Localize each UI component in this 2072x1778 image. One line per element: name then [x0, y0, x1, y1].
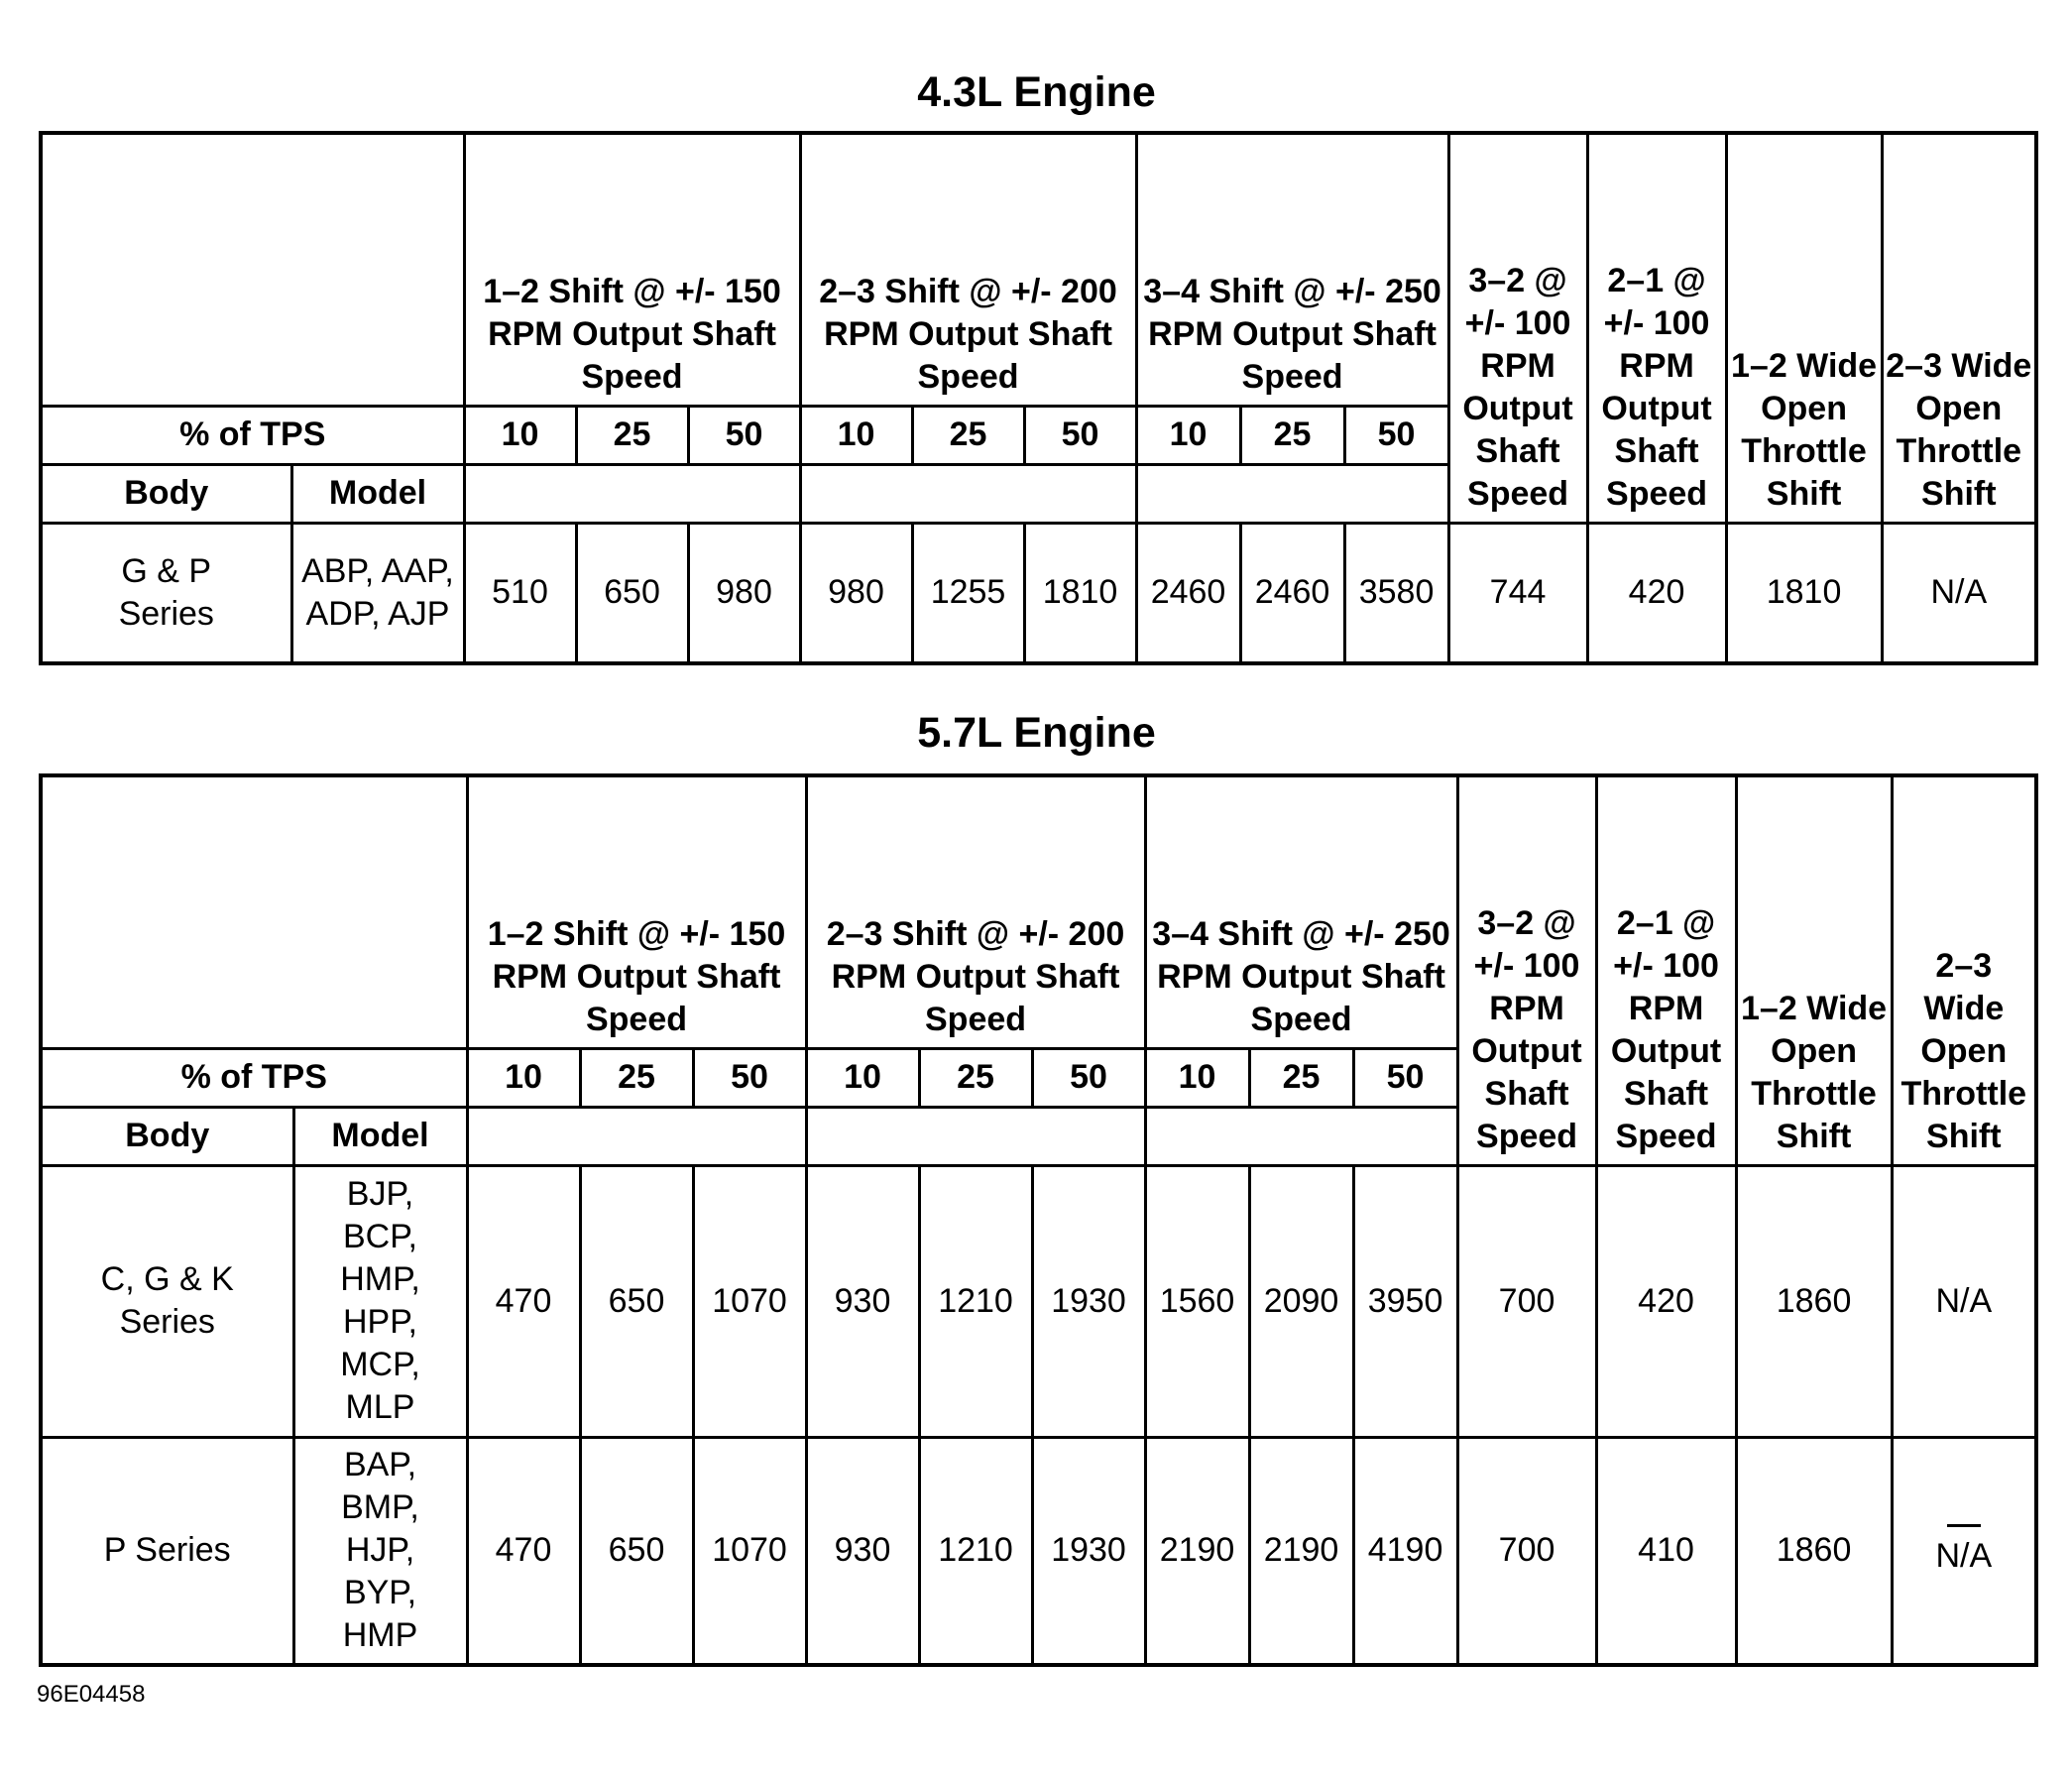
value-cell: 2190: [1145, 1437, 1249, 1665]
table-title-5-7l: 5.7L Engine: [917, 709, 1156, 757]
tps-value: 50: [1024, 406, 1136, 464]
shift-speed-table-5-7l: [39, 773, 2038, 1667]
value-cell: 1560: [1145, 1165, 1249, 1437]
tps-label: % of TPS: [41, 1048, 467, 1107]
table-row: [41, 1165, 2036, 1437]
tps-value: 10: [800, 406, 912, 464]
value-cell: 650: [580, 1437, 693, 1665]
header-corner: [41, 133, 464, 406]
value-cell: 1810: [1024, 523, 1136, 663]
header-2-3-shift: 2–3 Shift @ +/- 200 RPM Output Shaft Speed: [800, 133, 1136, 406]
tps-value: 25: [580, 1048, 693, 1107]
value-cell: 4190: [1353, 1437, 1457, 1665]
tps-value: 25: [576, 406, 688, 464]
table-row: [41, 1437, 2036, 1665]
value-cell: 510: [464, 523, 576, 663]
value-text: N/A: [1935, 1536, 1993, 1575]
value-cell: 930: [806, 1165, 919, 1437]
header-3-4-shift: 3–4 Shift @ +/- 250 RPM Output Shaft Speed: [1145, 775, 1457, 1048]
value-cell: 1070: [693, 1165, 806, 1437]
value-cell: 930: [806, 1437, 919, 1665]
figure-code: 96E04458: [37, 1681, 146, 1708]
model-text: BAP, BMP, HJP, BYP, HMP: [341, 1446, 419, 1655]
tps-value: 25: [912, 406, 1024, 464]
body-label: Body: [41, 464, 291, 523]
shift-speed-table-4-3l: [39, 131, 2038, 665]
tps-value: 25: [1240, 406, 1344, 464]
blank-cell: [806, 1107, 1145, 1165]
header-3-2-downshift: 3–2 @ +/- 100 RPM Output Shaft Speed: [1457, 775, 1596, 1165]
header-3-2-downshift: 3–2 @ +/- 100 RPM Output Shaft Speed: [1448, 133, 1587, 523]
value-cell: 1210: [919, 1165, 1032, 1437]
body-cell: [41, 523, 291, 663]
model-text: BJP, BCP, HMP, HPP, MCP, MLP: [340, 1175, 420, 1426]
header-2-1-downshift: 2–1 @ +/- 100 RPM Output Shaft Speed: [1596, 775, 1736, 1165]
tps-value: 10: [806, 1048, 919, 1107]
value-cell: 1070: [693, 1437, 806, 1665]
value-cell: 2190: [1249, 1437, 1353, 1665]
value-cell: 420: [1587, 523, 1726, 663]
model-cell: [293, 1165, 467, 1437]
body-cell: [41, 1437, 293, 1665]
blank-cell: [1136, 464, 1448, 523]
header-2-3-wot: 2–3 Wide Open Throttle Shift: [1892, 775, 2036, 1165]
header-2-1-downshift: 2–1 @ +/- 100 RPM Output Shaft Speed: [1587, 133, 1726, 523]
tps-value: 50: [688, 406, 800, 464]
tps-value: 10: [1136, 406, 1240, 464]
value-cell: N/A: [1892, 1165, 2036, 1437]
value-cell: 700: [1457, 1165, 1596, 1437]
value-cell: N/A: [1882, 523, 2036, 663]
tps-value: 50: [693, 1048, 806, 1107]
tps-value: 50: [1032, 1048, 1145, 1107]
tps-value: 25: [919, 1048, 1032, 1107]
value-cell: 1860: [1736, 1165, 1892, 1437]
value-cell: 3580: [1344, 523, 1448, 663]
value-cell: 1255: [912, 523, 1024, 663]
value-cell: 470: [467, 1437, 580, 1665]
tps-value: 10: [1145, 1048, 1249, 1107]
tps-value: 50: [1353, 1048, 1457, 1107]
tps-label: % of TPS: [41, 406, 464, 464]
header-2-3-shift: 2–3 Shift @ +/- 200 RPM Output Shaft Speed: [806, 775, 1145, 1048]
blank-cell: [464, 464, 800, 523]
blank-cell: [800, 464, 1136, 523]
header-2-3-wot: 2–3 Wide Open Throttle Shift: [1882, 133, 2036, 523]
value-cell: 650: [580, 1165, 693, 1437]
model-cell: [291, 523, 464, 663]
header-1-2-wot: 1–2 Wide Open Throttle Shift: [1736, 775, 1892, 1165]
tps-value: 50: [1344, 406, 1448, 464]
value-cell: 1210: [919, 1437, 1032, 1665]
body-text: G & P Series: [118, 551, 214, 633]
value-cell: 3950: [1353, 1165, 1457, 1437]
tps-value: 25: [1249, 1048, 1353, 1107]
value-cell: 1930: [1032, 1165, 1145, 1437]
value-cell: 700: [1457, 1437, 1596, 1665]
model-label: Model: [291, 464, 464, 523]
value-cell: 420: [1596, 1165, 1736, 1437]
value-cell: 470: [467, 1165, 580, 1437]
value-cell: 1860: [1736, 1437, 1892, 1665]
value-cell: [1892, 1437, 2036, 1665]
tps-value: 10: [467, 1048, 580, 1107]
header-1-2-wot: 1–2 Wide Open Throttle Shift: [1726, 133, 1882, 523]
model-cell: [293, 1437, 467, 1665]
table-row: [41, 523, 2036, 663]
body-text: P Series: [103, 1531, 231, 1570]
value-cell: 2460: [1240, 523, 1344, 663]
body-cell: [41, 1165, 293, 1437]
blank-cell: [1145, 1107, 1457, 1165]
body-label: Body: [41, 1107, 293, 1165]
value-cell: 1930: [1032, 1437, 1145, 1665]
model-text: ABP, AAP, ADP, AJP: [301, 551, 454, 633]
model-label: Model: [293, 1107, 467, 1165]
value-cell: 2460: [1136, 523, 1240, 663]
table-title-4-3l: 4.3L Engine: [917, 68, 1156, 116]
dash-mark: [1947, 1524, 1981, 1527]
value-cell: 980: [688, 523, 800, 663]
value-cell: 410: [1596, 1437, 1736, 1665]
blank-cell: [467, 1107, 806, 1165]
header-1-2-shift: 1–2 Shift @ +/- 150 RPM Output Shaft Speed: [464, 133, 800, 406]
header-corner: [41, 775, 467, 1048]
header-3-4-shift: 3–4 Shift @ +/- 250 RPM Output Shaft Speed: [1136, 133, 1448, 406]
value-cell: 744: [1448, 523, 1587, 663]
tps-value: 10: [464, 406, 576, 464]
header-1-2-shift: 1–2 Shift @ +/- 150 RPM Output Shaft Speed: [467, 775, 806, 1048]
value-cell: 650: [576, 523, 688, 663]
value-cell: 2090: [1249, 1165, 1353, 1437]
body-text: C, G & K Series: [100, 1260, 234, 1341]
value-cell: 980: [800, 523, 912, 663]
value-cell: 1810: [1726, 523, 1882, 663]
